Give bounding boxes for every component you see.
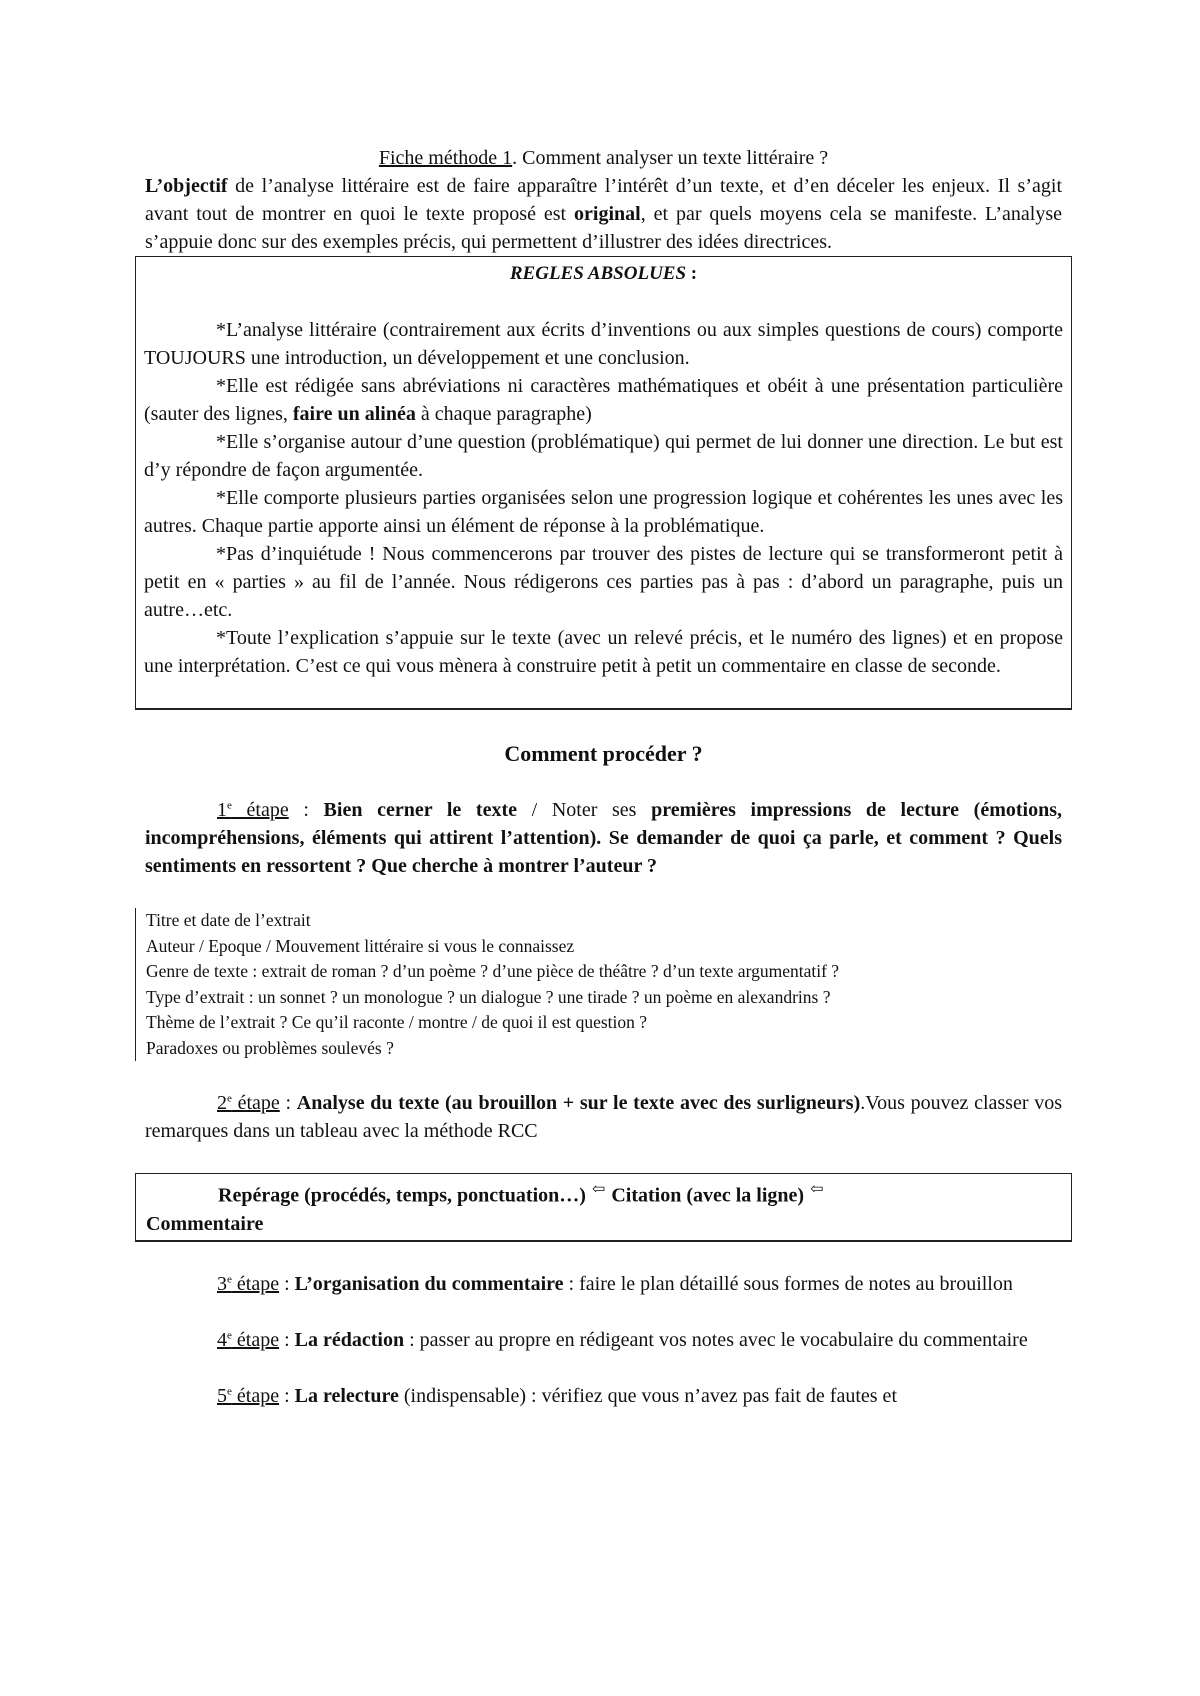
rules-spacer (144, 288, 1063, 316)
document-page (145, 144, 1062, 1410)
step-2-sep: : (279, 1092, 297, 1114)
step-2 (145, 1089, 1062, 1145)
step-1-mid: / Noter ses (517, 799, 652, 821)
step-2-num: 2 (217, 1092, 227, 1114)
title-label: Fiche méthode 1 (378, 147, 513, 169)
step-1-num: 1 (217, 799, 227, 821)
rcc-table-box (135, 1173, 1072, 1242)
step-1 (145, 796, 1062, 880)
checklist-item: Auteur / Epoque / Mouvement littéraire si vous le connaissez (146, 935, 575, 956)
step-2-label (217, 1092, 280, 1114)
step-5-label (217, 1385, 279, 1407)
step-3 (145, 1270, 1062, 1298)
rule-4: *Elle comporte plusieurs parties organisées selon une progression logique et cohérentes les unes avec les autres. Chaque partie apporte ainsi un élément de réponse à la problématique. (144, 487, 1063, 537)
rule-2-text-b: à chaque paragraphe) (415, 403, 592, 425)
rules-title (144, 260, 1063, 288)
step-1-bold-2: premières impressions de lecture (émotions, incompréhensions, éléments qui attirent l’attention). Se demander de quoi ça parle, et comment ? Quels sentiments en ressortent ? Que cherche à montrer l’auteur ? (145, 799, 1062, 877)
step-1-label (217, 799, 289, 821)
step-4-sup: e (227, 1329, 232, 1341)
step-1-bold-1: Bien cerner le texte (323, 799, 518, 821)
step-3-rest: : faire le plan détaillé sous formes de notes au brouillon (563, 1272, 1013, 1295)
step-3-bold: L’organisation du commentaire (294, 1272, 564, 1295)
step-5-num: 5 (217, 1384, 227, 1407)
step-5-sup: e (227, 1385, 232, 1397)
rules-title-suffix: : (686, 263, 698, 284)
checklist (135, 908, 1062, 1061)
arrow-icon: ⇦ (591, 1181, 606, 1198)
title-text: . Comment analyser un texte littéraire ? (512, 147, 829, 169)
rcc-col-commentaire: Commentaire (146, 1212, 264, 1235)
step-3-sup: e (227, 1273, 232, 1285)
step-3-word: étape (231, 1272, 280, 1295)
step-2-rest: .Vous pouvez classer vos remarques dans un tableau avec la méthode RCC (145, 1092, 1062, 1142)
step-5-bold: La relecture (294, 1384, 399, 1407)
step-1-sep: : (288, 799, 324, 821)
rcc-col-citation: Citation (avec la ligne) (611, 1184, 805, 1207)
section-heading: Comment procéder ? (504, 741, 703, 766)
step-5 (145, 1382, 1062, 1410)
rule-2-bold: faire un alinéa (292, 403, 416, 425)
step-1-sup: e (227, 799, 232, 812)
intro-text-1: de l’analyse littéraire est de faire apparaître l’intérêt d’un texte, et d’en déceler les enjeux. Il s’agit avant tout de montrer en quoi le texte proposé est (145, 175, 1062, 225)
rule-2-text-a: *Elle est rédigée sans abréviations ni caractères mathématiques et obéit à une présentation particulière (sauter des lignes, (144, 375, 1063, 425)
step-4-label (217, 1329, 279, 1351)
rules-title-text: REGLES ABSOLUES (509, 263, 687, 284)
step-4-rest: : passer au propre en rédigeant vos notes avec le vocabulaire du commentaire (404, 1328, 1028, 1351)
checklist-item: Titre et date de l’extrait (146, 910, 311, 930)
checklist-item: Paradoxes ou problèmes soulevés ? (146, 1037, 394, 1058)
rule-6: *Toute l’explication s’appuie sur le texte (avec un relevé précis, et le numéro des lignes) et en propose une interprétation. C’est ce qui vous mènera à construire petit à petit un commentaire en classe de seconde. (144, 627, 1063, 677)
intro-lead: L’objectif (145, 175, 228, 197)
checklist-item: Type d’extrait : un sonnet ? un monologue ? un dialogue ? une tirade ? un poème en alexandrins ? (146, 986, 831, 1007)
step-3-sep: : (279, 1272, 295, 1295)
step-2-bold: Analyse du texte (au brouillon + sur le texte avec des surligneurs) (296, 1092, 861, 1114)
step-2-sup: e (227, 1092, 232, 1105)
step-5-sep: : (279, 1384, 295, 1407)
step-3-label (217, 1273, 279, 1295)
step-5-word: étape (231, 1384, 280, 1407)
step-4-word: étape (231, 1328, 280, 1351)
intro-bold-word: original (574, 203, 641, 225)
step-4-num: 4 (217, 1328, 227, 1351)
arrow-icon: ⇦ (810, 1181, 824, 1198)
checklist-item: Thème de l’extrait ? Ce qu’il raconte / montre / de quoi il est question ? (146, 1012, 648, 1032)
rules-box (135, 256, 1072, 710)
rule-2 (144, 372, 1063, 428)
step-2-word: étape (231, 1092, 280, 1114)
rule-1: *L’analyse littéraire (contrairement aux écrits d’inventions ou aux simples questions de cours) comporte TOUJOURS une introduction, un développement et une conclusion. (144, 319, 1063, 369)
step-4-bold: La rédaction (294, 1328, 405, 1351)
document-title (145, 144, 1062, 172)
step-4 (145, 1326, 1062, 1354)
rule-5: *Pas d’inquiétude ! Nous commencerons par trouver des pistes de lecture qui se transformeront petit à petit en « parties » au fil de l’année. Nous rédigerons ces parties pas à pas : d’abord un paragraphe, puis un autre…etc. (144, 543, 1063, 621)
step-3-num: 3 (217, 1272, 227, 1295)
intro-text-2: , et par quels moyens cela se manifeste. L’analyse s’appuie donc sur des exemples précis, qui permettent d’illustrer des idées directrices. (145, 203, 1062, 253)
rcc-row (146, 1176, 1063, 1238)
intro-paragraph (145, 172, 1062, 256)
step-5-rest: (indispensable) : vérifiez que vous n’avez pas fait de fautes et (398, 1384, 897, 1407)
rule-3: *Elle s’organise autour d’une question (problématique) qui permet de lui donner une direction. Le but est d’y répondre de façon argumentée. (144, 431, 1063, 481)
checklist-item: Genre de texte : extrait de roman ? d’un poème ? d’une pièce de théâtre ? d’un texte argumentatif ? (146, 961, 840, 981)
step-1-word: étape (231, 799, 289, 821)
step-4-sep: : (279, 1328, 295, 1351)
rcc-col-reperage: Repérage (procédés, temps, ponctuation…) (218, 1184, 586, 1207)
